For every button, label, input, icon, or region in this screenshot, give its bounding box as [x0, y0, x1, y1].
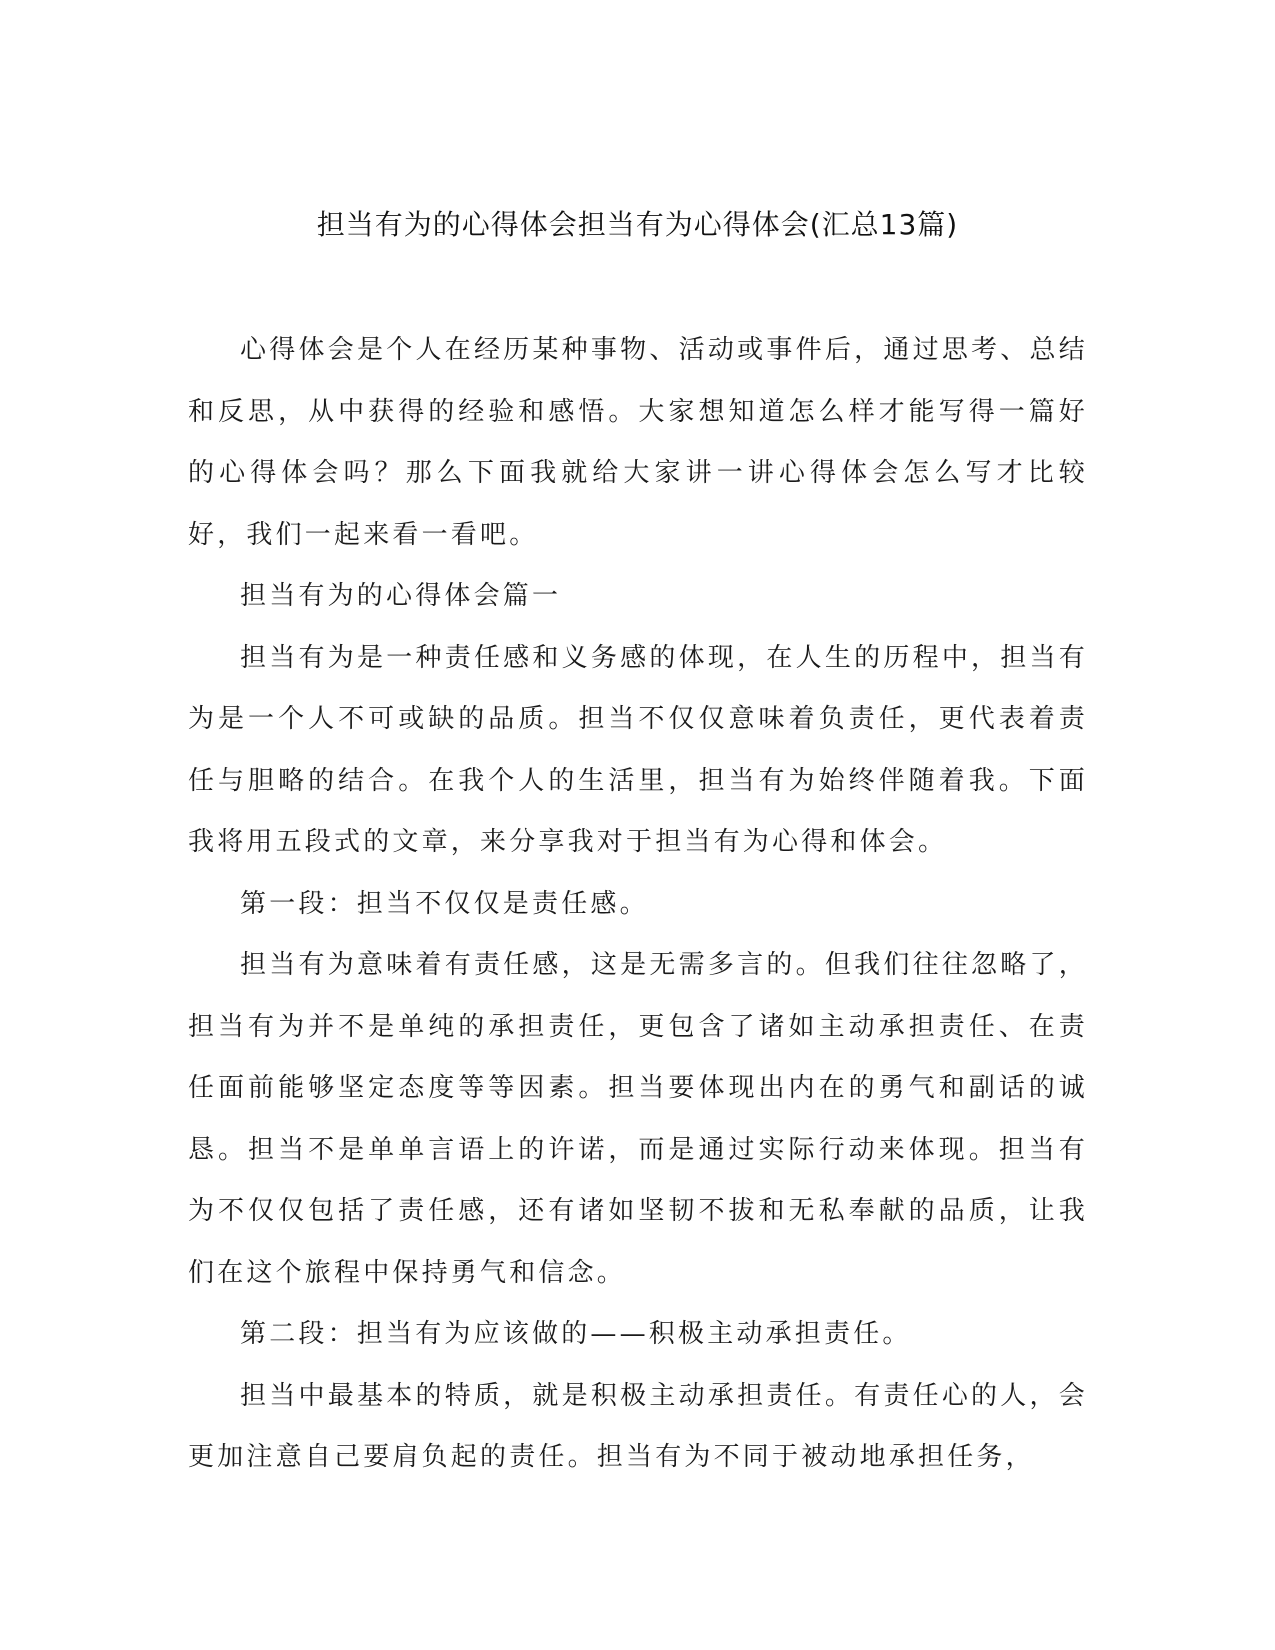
paragraph-stage-one: 担当有为意味着有责任感，这是无需多言的。但我们往往忽略了，担当有为并不是单纯的承担责任，更包含了诸如主动承担责任、在责任面前能够坚定态度等等因素。担当要体现出内在的勇气和副话的诚恳。担当不是单单言语上的许诺，而是通过实际行动来体现。担当有为不仅仅包括了责任感，还有诸如坚韧不拔和无私奉献的品质，让我们在这个旅程中保持勇气和信念。 [188, 950, 1088, 1288]
paragraph-intro: 心得体会是个人在经历某种事物、活动或事件后，通过思考、总结和反思，从中获得的经验和感悟。大家想知道怎么样才能写得一篇好的心得体会吗？那么下面我就给大家讲一讲心得体会怎么写才比较好，我们一起来看一看吧。 [188, 335, 1088, 550]
section-heading-part-one: 担当有为的心得体会篇一 [240, 581, 562, 611]
section-heading-stage-two: 第二段：担当有为应该做的——积极主动承担责任。 [240, 1319, 912, 1349]
paragraph-stage-two: 担当中最基本的特质，就是积极主动承担责任。有责任心的人，会更加注意自己要肩负起的责任。担当有为不同于被动地承担任务， [188, 1380, 1088, 1472]
document-title: 担当有为的心得体会担当有为心得体会(汇总13篇) [316, 208, 959, 241]
document-body [188, 320, 1088, 1489]
section-heading-stage-one: 第一段：担当不仅仅是责任感。 [240, 888, 649, 919]
paragraph-part-one: 担当有为是一种责任感和义务感的体现，在人生的历程中，担当有为是一个人不可或缺的品质。担当不仅仅意味着负责任，更代表着责任与胆略的结合。在我个人的生活里，担当有为始终伴随着我。下面我将用五段式的文章，来分享我对于担当有为心得和体会。 [188, 642, 1088, 857]
